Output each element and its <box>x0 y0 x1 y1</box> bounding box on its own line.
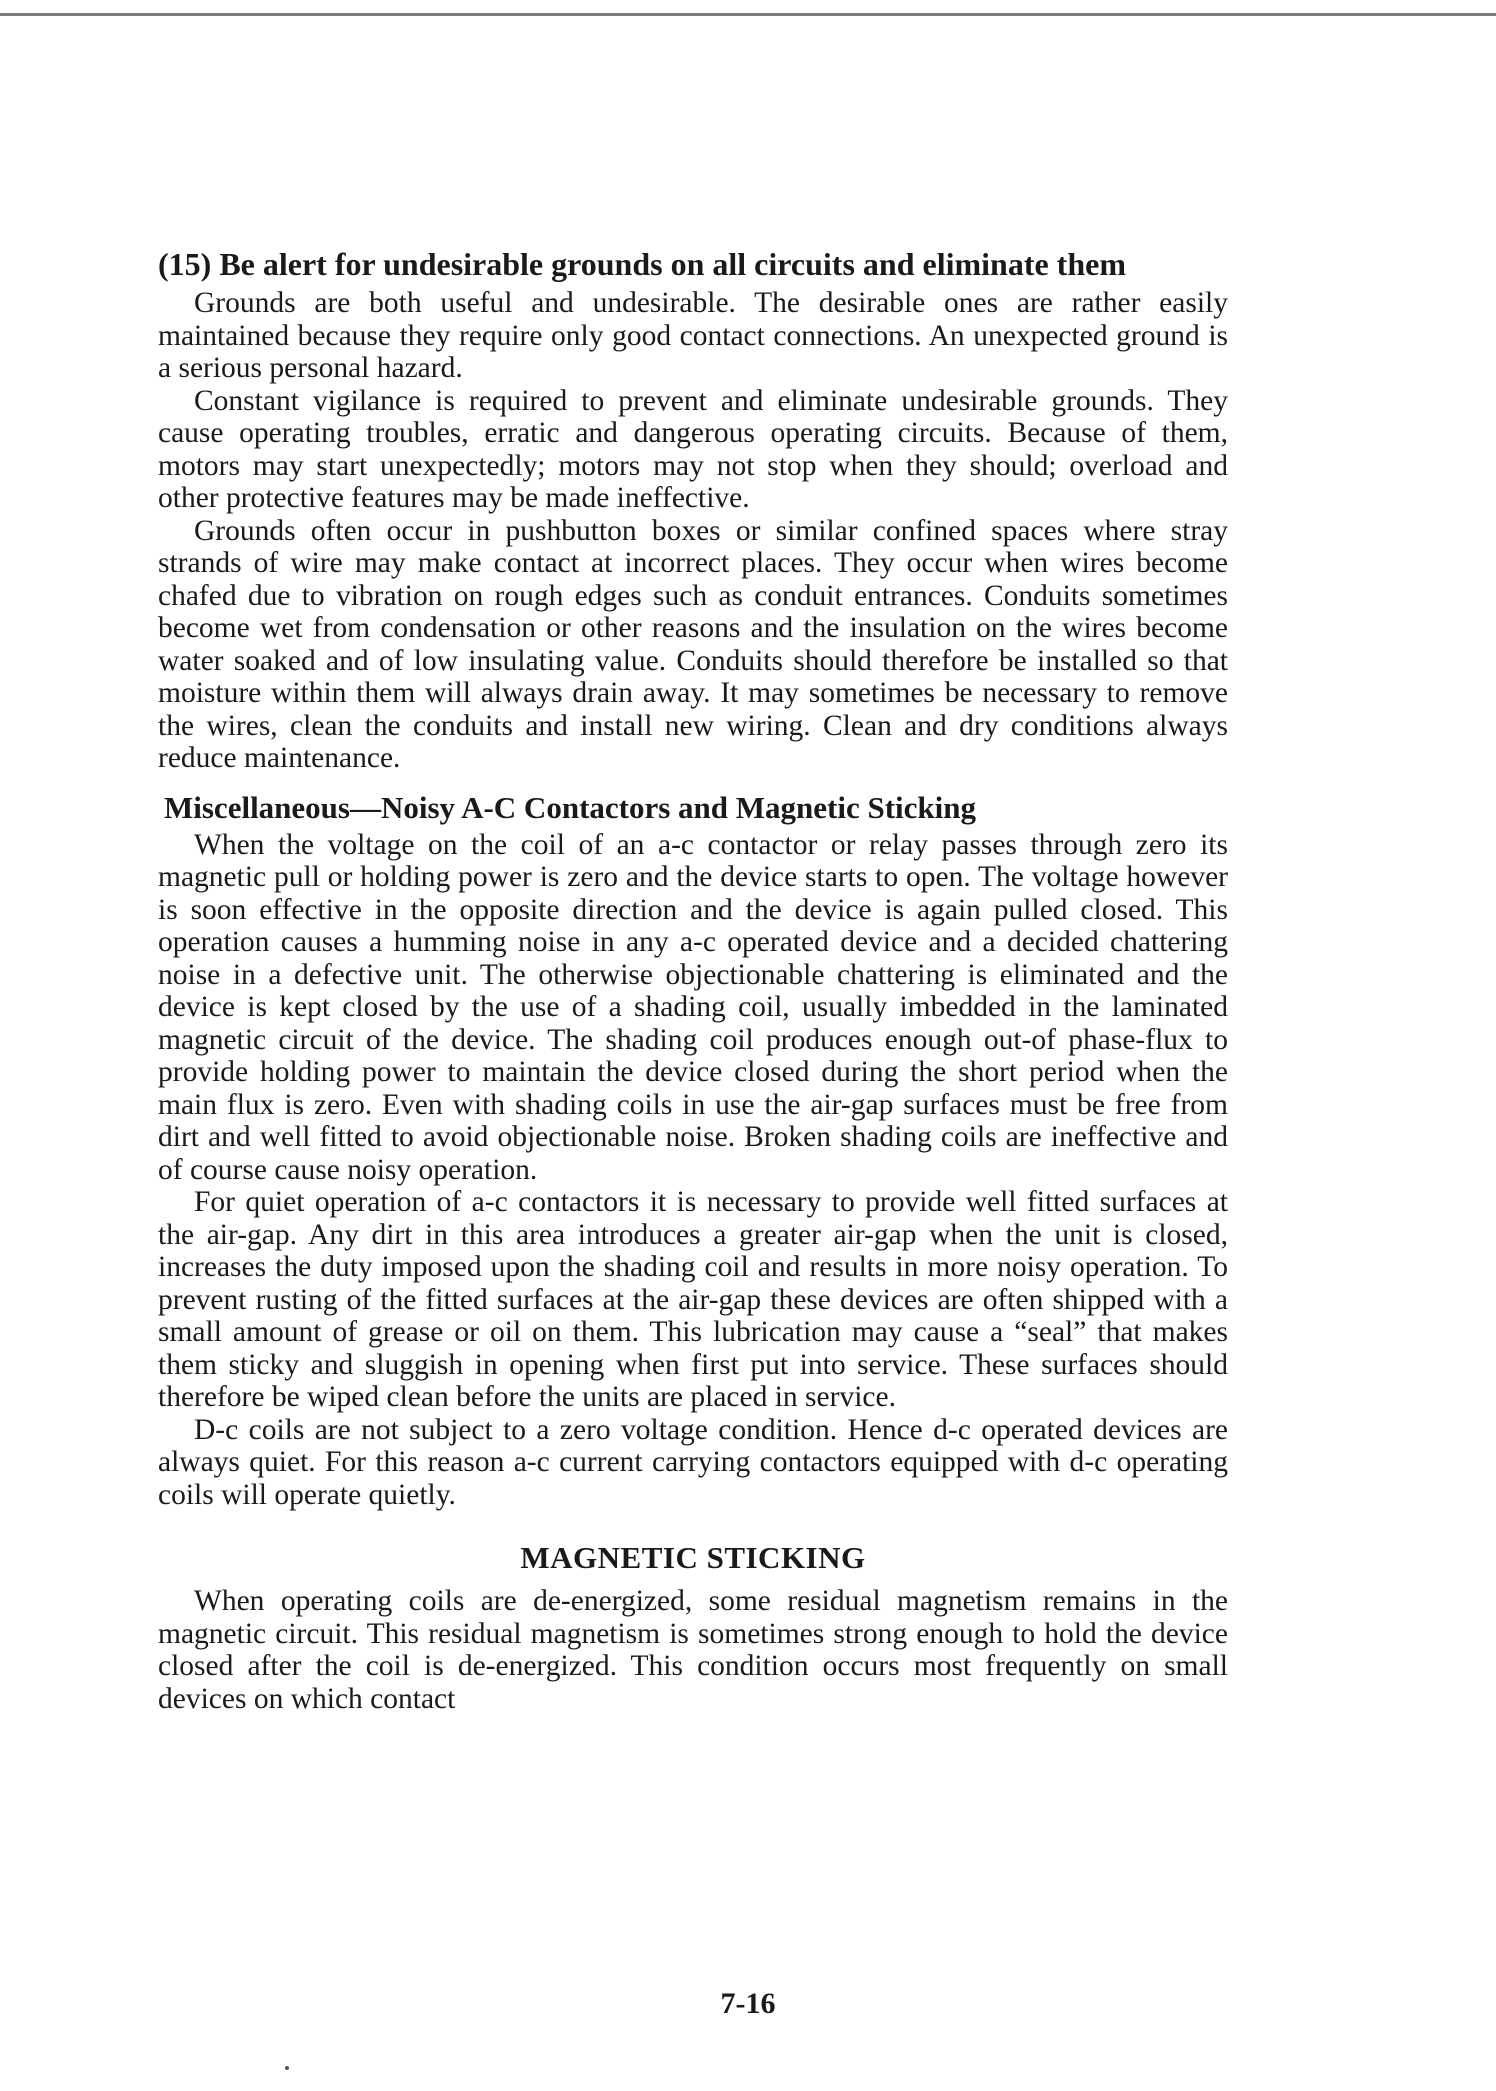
paragraph: Grounds often occur in pushbutton boxes or similar confined spaces where stray strands of wire may make contact at incorrect places. They occur when wires become chafed due to vibration on rough edges such as conduit entrances. Conduits sometimes become wet from condensation or other reasons and the insulation on the wires become water soaked and of low insulating value. Conduits should therefore be installed so that moisture within them will always drain away. It may sometimes be necessary to remove the wires, clean the conduits and install new wiring. Clean and dry conditions always reduce maintenance. <box>158 514 1228 774</box>
paragraph: When the voltage on the coil of an a-c contactor or relay passes through zero its magnetic pull or holding power is zero and the device starts to open. The voltage however is soon effective in the opposite direction and the device is again pulled closed. This operation causes a humming noise in any a-c operated device and a decided chattering noise in a defective unit. The otherwise objectionable chattering is eliminated and the device is kept closed by the use of a shading coil, usually imbedded in the laminated magnetic circuit of the device. The shading coil produces enough out-of phase-flux to provide holding power to maintain the device closed during the short period when the main flux is zero. Even with shading coils in use the air-gap surfaces must be free from dirt and well fitted to avoid objectionable noise. Broken shading coils are ineffective and of course cause noisy operation. <box>158 828 1228 1186</box>
paragraph: D-c coils are not subject to a zero voltage condition. Hence d-c operated devices are always quiet. For this reason a-c current carrying contactors equipped with d-c operating coils will operate quietly. <box>158 1413 1228 1511</box>
scan-top-edge <box>0 0 1496 16</box>
page-body <box>158 248 1228 1715</box>
paragraph: For quiet operation of a-c contactors it is necessary to provide well fitted surfaces at the air-gap. Any dirt in this area introduces a greater air-gap when the unit is closed, increases the duty imposed upon the shading coil and results in more noisy operation. To prevent rusting of the fitted surfaces at the air-gap these devices are often shipped with a small amount of grease or oil on them. This lubrication may cause a “seal” that makes them sticky and sluggish in opening when first put into service. These surfaces should therefore be wiped clean before the units are placed in service. <box>158 1186 1228 1413</box>
section-heading-miscellaneous: Miscellaneous—Noisy A-C Contactors and Magnetic Sticking <box>164 789 977 825</box>
page-number: 7-16 <box>720 1987 776 2020</box>
paragraph: When operating coils are de-energized, some residual magnetism remains in the magnetic circuit. This residual magnetism is sometimes strong enough to hold the device closed after the coil is de-energized. This condition occurs most frequently on small devices on which contact <box>158 1585 1228 1715</box>
scan-speck <box>285 2066 289 2070</box>
section-heading-grounds: (15) Be alert for undesirable grounds on all circuits and eliminate them <box>158 246 1126 282</box>
paragraph: Grounds are both useful and undesirable. The desirable ones are rather easily maintained because they require only good contact connections. An unexpected ground is a serious personal hazard. <box>158 287 1228 384</box>
paragraph: Constant vigilance is required to prevent and eliminate undesirable grounds. They cause operating troubles, erratic and dangerous operating circuits. Because of them, motors may start unexpectedly; motors may not stop when they should; overload and other protective features may be made ineffective. <box>158 384 1228 514</box>
section-heading-magnetic-sticking: MAGNETIC STICKING <box>520 1540 866 1575</box>
